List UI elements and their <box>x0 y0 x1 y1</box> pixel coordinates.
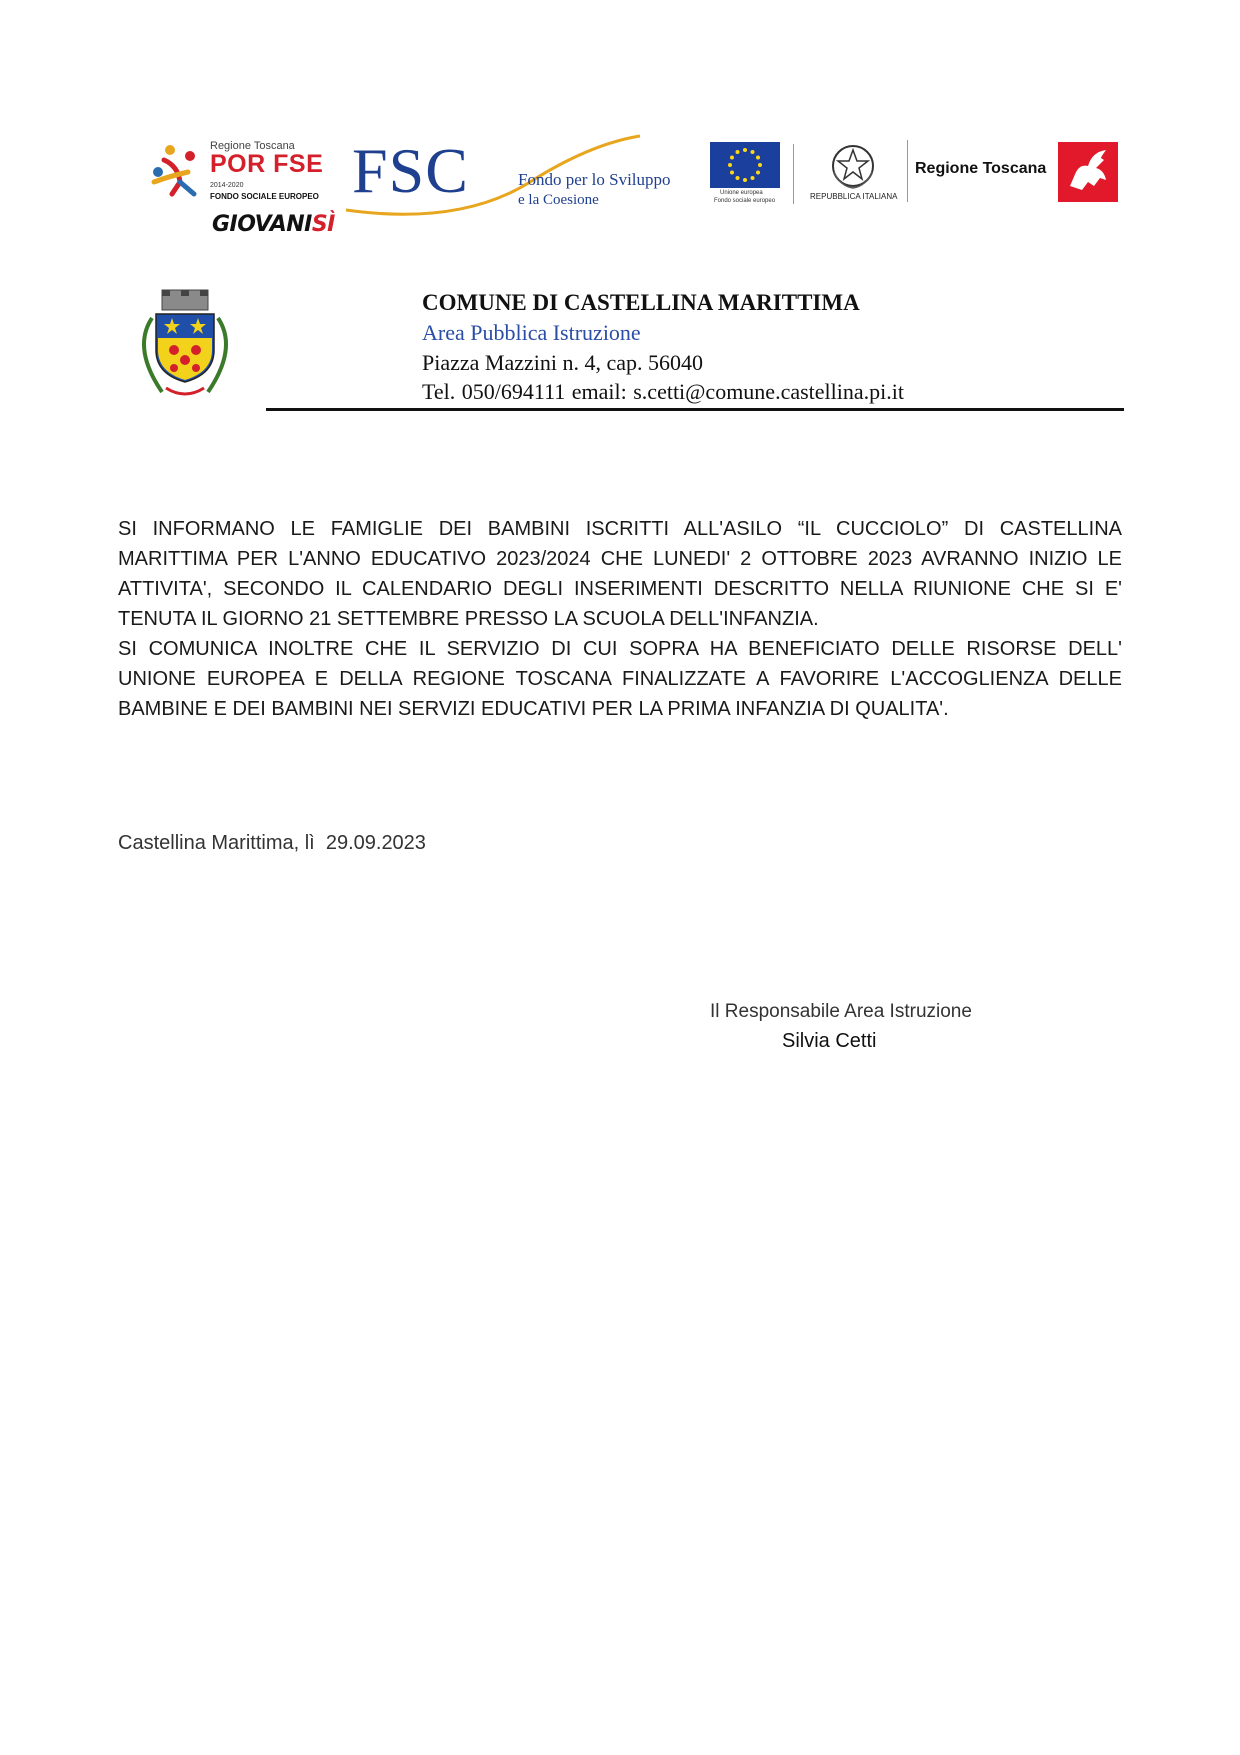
eu-caption-1: Unione europea <box>720 190 763 196</box>
address: Piazza Mazzini n. 4, cap. 56040 <box>422 350 704 375</box>
fsc-line1: Fondo per lo Sviluppo <box>518 170 671 189</box>
si-word: SÌ <box>311 212 335 237</box>
coat-of-arms <box>122 288 248 406</box>
por-fse-years: 2014-2020 <box>210 182 244 189</box>
por-fse-logo <box>150 136 340 248</box>
coat-of-arms-icon <box>122 288 248 406</box>
fsc-letters: FSC <box>352 135 469 206</box>
pegasus-flag-icon <box>1058 142 1118 202</box>
regione-toscana-text: Regione Toscana <box>915 160 1047 177</box>
header-divider <box>266 408 1124 411</box>
notice-paragraph-2: SI COMUNICA INOLTRE CHE IL SERVIZIO DI CUI SOPRA HA BENEFICIATO DELLE RISORSE DELL' UNIONE EUROPEA E DELLA REGIONE TOSCANA FINALIZZATE A FAVORIRE L'ACCOGLIENZA DELLE BAMBINE E DEI BAMBINI NEI SERVIZI EDUCATIVI PER LA PRIMA INFANZIA DI QUALITA'. <box>118 638 1122 720</box>
eu-star <box>736 150 740 154</box>
page-title: COMUNE DI CASTELLINA MARITTIMA <box>422 290 860 315</box>
eu-logo <box>710 142 780 208</box>
repubblica-caption: REPUBBLICA ITALIANA <box>810 192 898 201</box>
por-fse-title: POR FSE <box>210 150 324 178</box>
notice-paragraph-1: SI INFORMANO LE FAMIGLIE DEI BAMBINI ISCRITTI ALL'ASILO “IL CUCCIOLO” DI CASTELLINA MARITTIMA PER L'ANNO EDUCATIVO 2023/2024 CHE LUNEDI' 2 OTTOBRE 2023 AVRANNO INIZIO LE ATTIVITA', SECONDO IL CALENDARIO DEGLI INSERIMENTI DESCRITTO NELLA RIUNIONE CHE SI E' TENUTA IL GIORNO 21 SETTEMBRE PRESSO LA SCUOLA DELL'INFANZIA. <box>118 518 1122 630</box>
notice-body <box>118 514 1122 724</box>
pegasus-icon <box>1058 142 1118 202</box>
eu-caption-2: Fondo sociale europeo <box>714 198 776 204</box>
por-fse-fondo: FONDO SOCIALE EUROPEO <box>210 192 319 201</box>
fsc-line2: e la Coesione <box>518 192 599 208</box>
eu-star <box>758 163 762 167</box>
eu-star <box>730 171 734 175</box>
signature-name: Silvia Cetti <box>782 1030 877 1052</box>
place-date: Castellina Marittima, lì 29.09.2023 <box>118 832 426 854</box>
signature-role: Il Responsabile Area Istruzione <box>710 1001 972 1022</box>
eu-star <box>730 156 734 160</box>
contact-line: Tel. 050/694111 email: s.cetti@comune.castellina.pi.it <box>422 379 904 404</box>
repubblica-italiana-logo <box>800 140 905 206</box>
por-fse-region: Regione Toscana <box>210 140 295 152</box>
eu-star <box>736 176 740 180</box>
eu-star <box>751 176 755 180</box>
eu-star <box>756 156 760 160</box>
eu-star <box>756 171 760 175</box>
logo-divider <box>793 144 794 204</box>
eu-star <box>743 178 747 182</box>
giovani-si-logo <box>212 212 335 237</box>
eu-flag-icon <box>710 142 780 188</box>
eu-star <box>728 163 732 167</box>
emblem-star-icon <box>830 142 876 190</box>
por-fse-figure-icon <box>150 142 206 202</box>
giovani-word: GIOVANI <box>212 212 312 237</box>
eu-star <box>743 148 747 152</box>
eu-star <box>751 150 755 154</box>
fsc-logo <box>340 130 690 220</box>
logo-divider <box>907 140 908 202</box>
department-name: Area Pubblica Istruzione <box>422 320 641 345</box>
